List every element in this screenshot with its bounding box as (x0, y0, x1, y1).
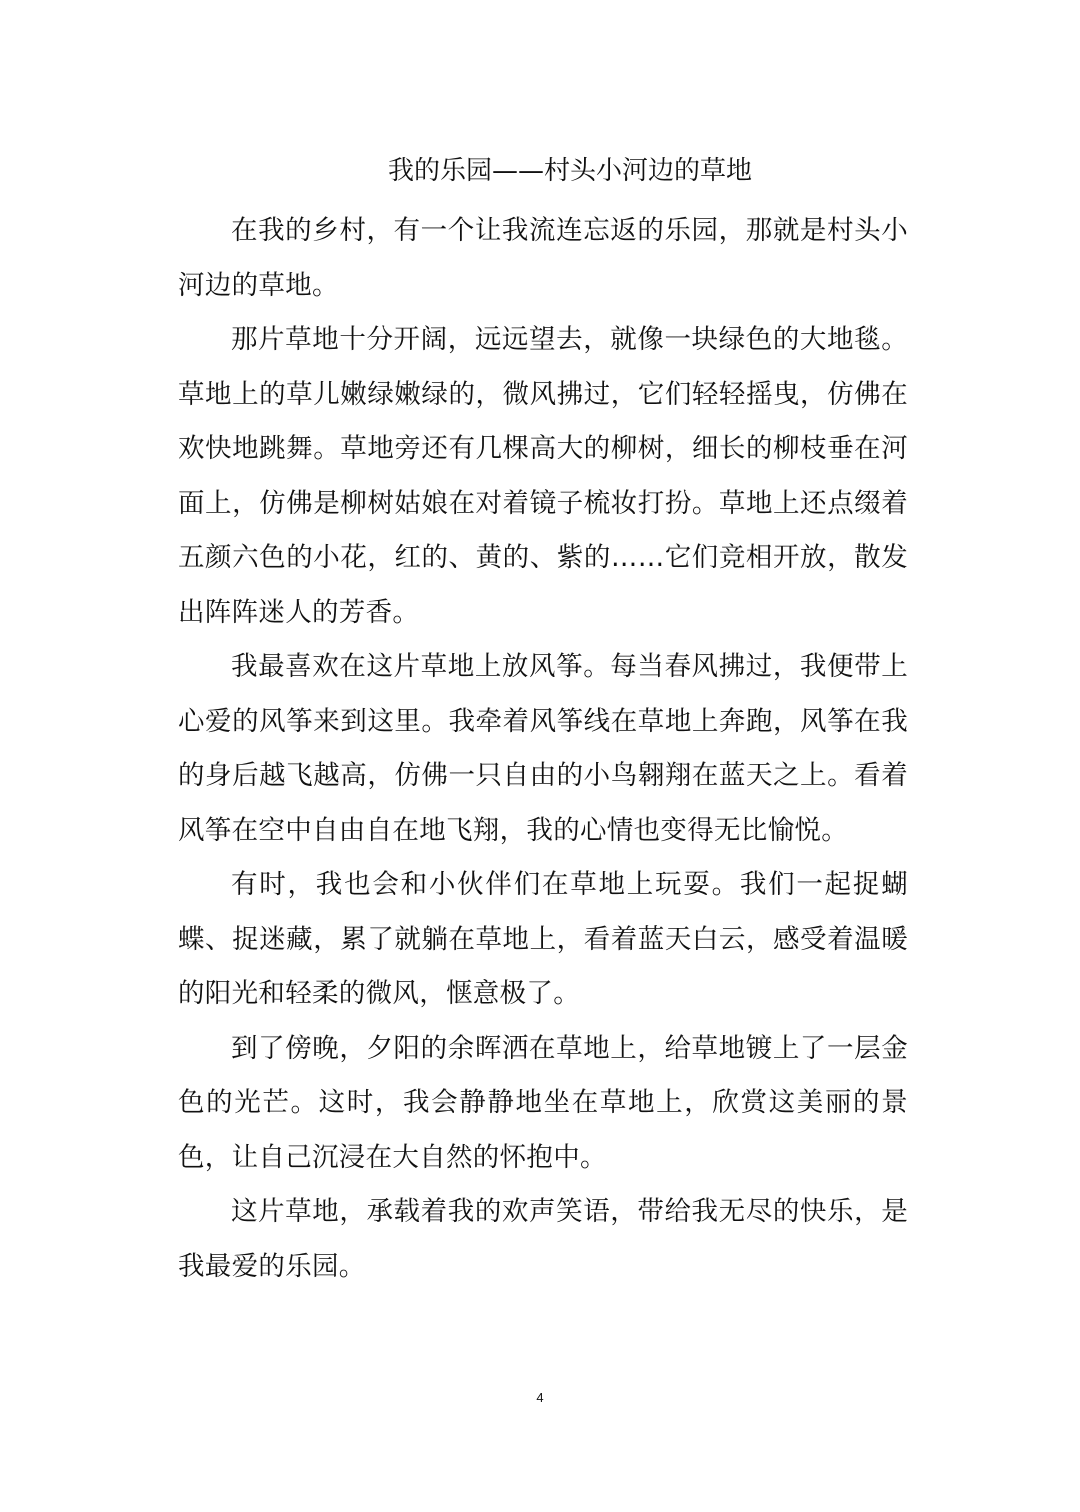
paragraph-6: 这片草地，承载着我的欢声笑语，带给我无尽的快乐，是我最爱的乐园。 (178, 1196, 908, 1282)
paragraph-3: 我最喜欢在这片草地上放风筝。每当春风拂过，我便带上心爱的风筝来到这里。我牵着风筝线在草地上奔跑，风筝在我的身后越飞越高，仿佛一只自由的小鸟翱翔在蓝天之上。看着风筝在空中自由自在地飞翔，我的心情也变得无比愉悦。 (178, 651, 908, 846)
paragraph-2: 那片草地十分开阔，远远望去，就像一块绿色的大地毯。草地上的草儿嫩绿嫩绿的，微风拂过，它们轻轻摇曳，仿佛在欢快地跳舞。草地旁还有几棵高大的柳树，细长的柳枝垂在河面上，仿佛是柳树姑娘在对着镜子梳妆打扮。草地上还点缀着五颜六色的小花，红的、黄的、紫的……它们竞相开放，散发出阵阵迷人的芳香。 (178, 324, 908, 628)
document-title: 我的乐园——村头小河边的草地 (387, 156, 752, 186)
document-body (178, 204, 908, 1294)
paragraph-5: 到了傍晚，夕阳的余晖洒在草地上，给草地镀上了一层金色的光芒。这时，我会静静地坐在草地上，欣赏这美丽的景色，让自己沉浸在大自然的怀抱中。 (178, 1032, 908, 1173)
paragraph-4: 有时，我也会和小伙伴们在草地上玩耍。我们一起捉蝴蝶、捉迷藏，累了就躺在草地上，看着蓝天白云，感受着温暖的阳光和轻柔的微风，惬意极了。 (178, 869, 908, 1009)
paragraph-1: 在我的乡村，有一个让我流连忘返的乐园，那就是村头小河边的草地。 (178, 215, 908, 301)
page-number: 4 (536, 1390, 544, 1405)
